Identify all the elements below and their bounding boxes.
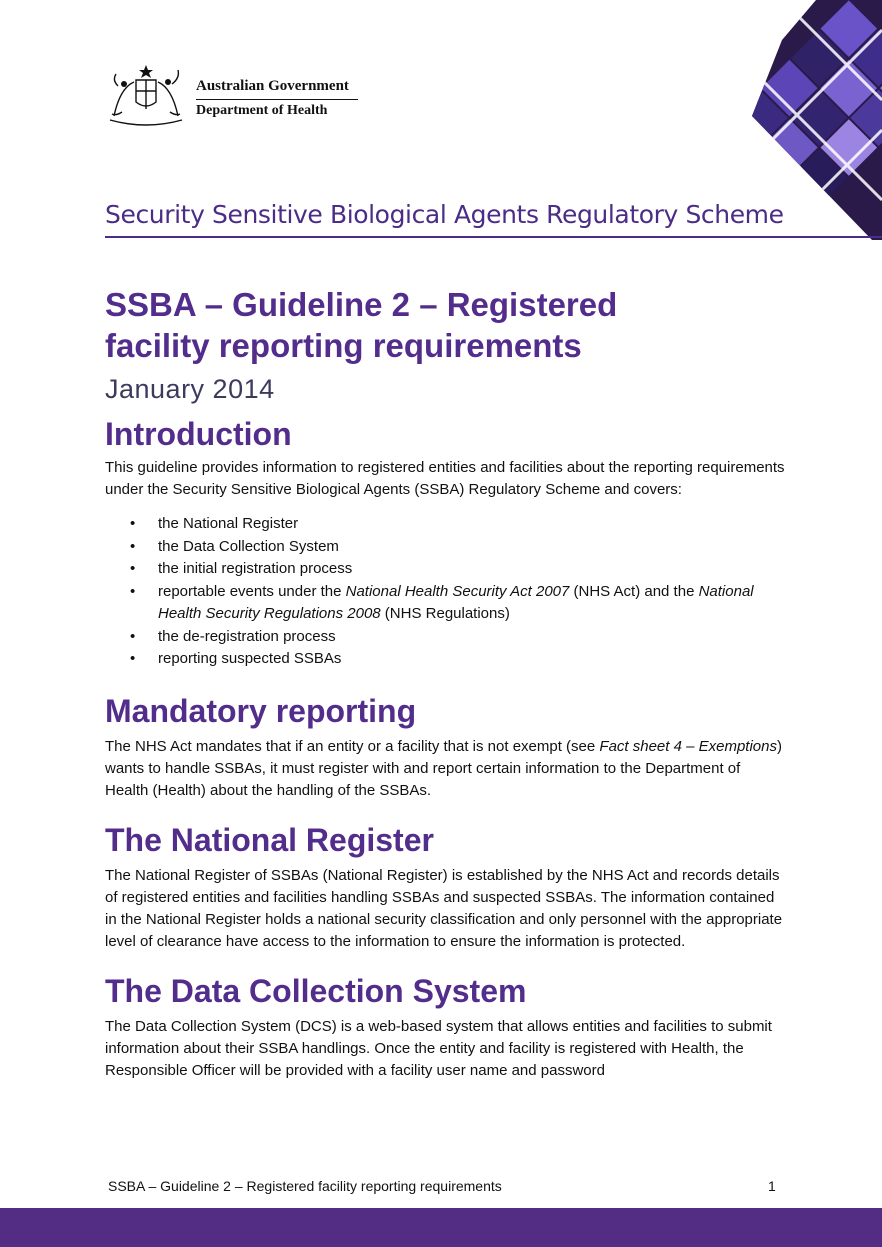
fact-sheet-reference: Fact sheet 4 – Exemptions: [599, 737, 777, 755]
list-item-text: the Data Collection System: [158, 537, 339, 555]
bullet-icon: •: [130, 515, 136, 532]
scheme-title: Security Sensitive Biological Agents Regulatory Scheme: [105, 200, 784, 229]
footer-title: SSBA – Guideline 2 – Registered facility reporting requirements: [108, 1178, 502, 1194]
document-title-line-2: facility reporting requirements: [105, 327, 582, 364]
document-date: January 2014: [105, 374, 275, 404]
data-collection-system-paragraph: The Data Collection System (DCS) is a web-based system that allows entities and facilities to submit information about their SSBA handlings. Once the entity and facility is registered with Health, the Responsible Officer will be provided with a facility user name and password: [105, 1017, 772, 1079]
introduction-heading: Introduction: [105, 416, 292, 452]
list-item-text: (NHS Act) and the: [569, 582, 699, 600]
footer-bar: [0, 1208, 882, 1247]
act-title: National Health Security Act 2007: [345, 582, 570, 600]
list-item-text: reporting suspected SSBAs: [158, 650, 342, 667]
document-body: [105, 284, 785, 1082]
government-name: Australian Government: [196, 78, 358, 100]
document-title: [105, 284, 785, 366]
list-item: [105, 513, 785, 536]
national-register-heading: The National Register: [105, 821, 434, 858]
data-collection-system-section: [105, 972, 785, 1082]
government-wordmark: [196, 78, 358, 119]
list-item-text: reportable events under the: [158, 582, 346, 600]
mandatory-reporting-section: [105, 692, 785, 802]
page-number: 1: [768, 1178, 776, 1194]
document-title-line-1: SSBA – Guideline 2 – Registered: [105, 286, 618, 323]
mandatory-reporting-heading: Mandatory reporting: [105, 692, 417, 729]
list-item: [105, 626, 785, 649]
introduction-section: [105, 415, 785, 671]
bullet-icon: •: [130, 560, 136, 577]
paragraph-text: The NHS Act mandates that if an entity or a facility that is not exempt (see: [105, 737, 600, 755]
list-item: [105, 581, 785, 626]
bullet-icon: •: [130, 627, 136, 645]
bullet-icon: •: [130, 582, 136, 600]
national-register-section: [105, 821, 785, 953]
list-item-text: the National Register: [158, 515, 299, 532]
introduction-paragraph: This guideline provides information to registered entities and facilities about the reporting requirements under the Security Sensitive Biological Agents (SSBA) Regulatory Scheme and covers:: [105, 459, 785, 498]
national-register-paragraph: The National Register of SSBAs (National Register) is established by the NHS Act and records details of registered entities and facilities handling SSBAs and suspected SSBAs. The information contained in the National Register holds a national security classification and only personnel with the appropriate level of clearance have access to the information to ensure the information is protected.: [105, 866, 783, 950]
mandatory-reporting-paragraph: [105, 736, 785, 802]
coverage-list: [105, 513, 785, 671]
government-logo: [104, 62, 374, 128]
bullet-icon: •: [130, 537, 136, 555]
bullet-icon: •: [130, 650, 136, 667]
list-item-text: the de-registration process: [158, 627, 336, 645]
list-item-text: the initial registration process: [158, 560, 353, 577]
paragraph-text: ) wants to handle SSBAs, it must register with and report certain information to the Department of Health (Health) about the handling of the SSBAs.: [105, 737, 782, 799]
department-name: Department of Health: [196, 103, 328, 118]
list-item: [105, 536, 785, 559]
header-divider: [105, 236, 882, 238]
list-item-text: (NHS Regulations): [380, 605, 510, 622]
regulations-title: National Health Security Regulations 2008: [158, 582, 754, 622]
coat-of-arms-icon: [104, 62, 188, 126]
data-collection-system-heading: The Data Collection System: [105, 972, 527, 1009]
list-item: [105, 648, 785, 671]
list-item: [105, 558, 785, 581]
